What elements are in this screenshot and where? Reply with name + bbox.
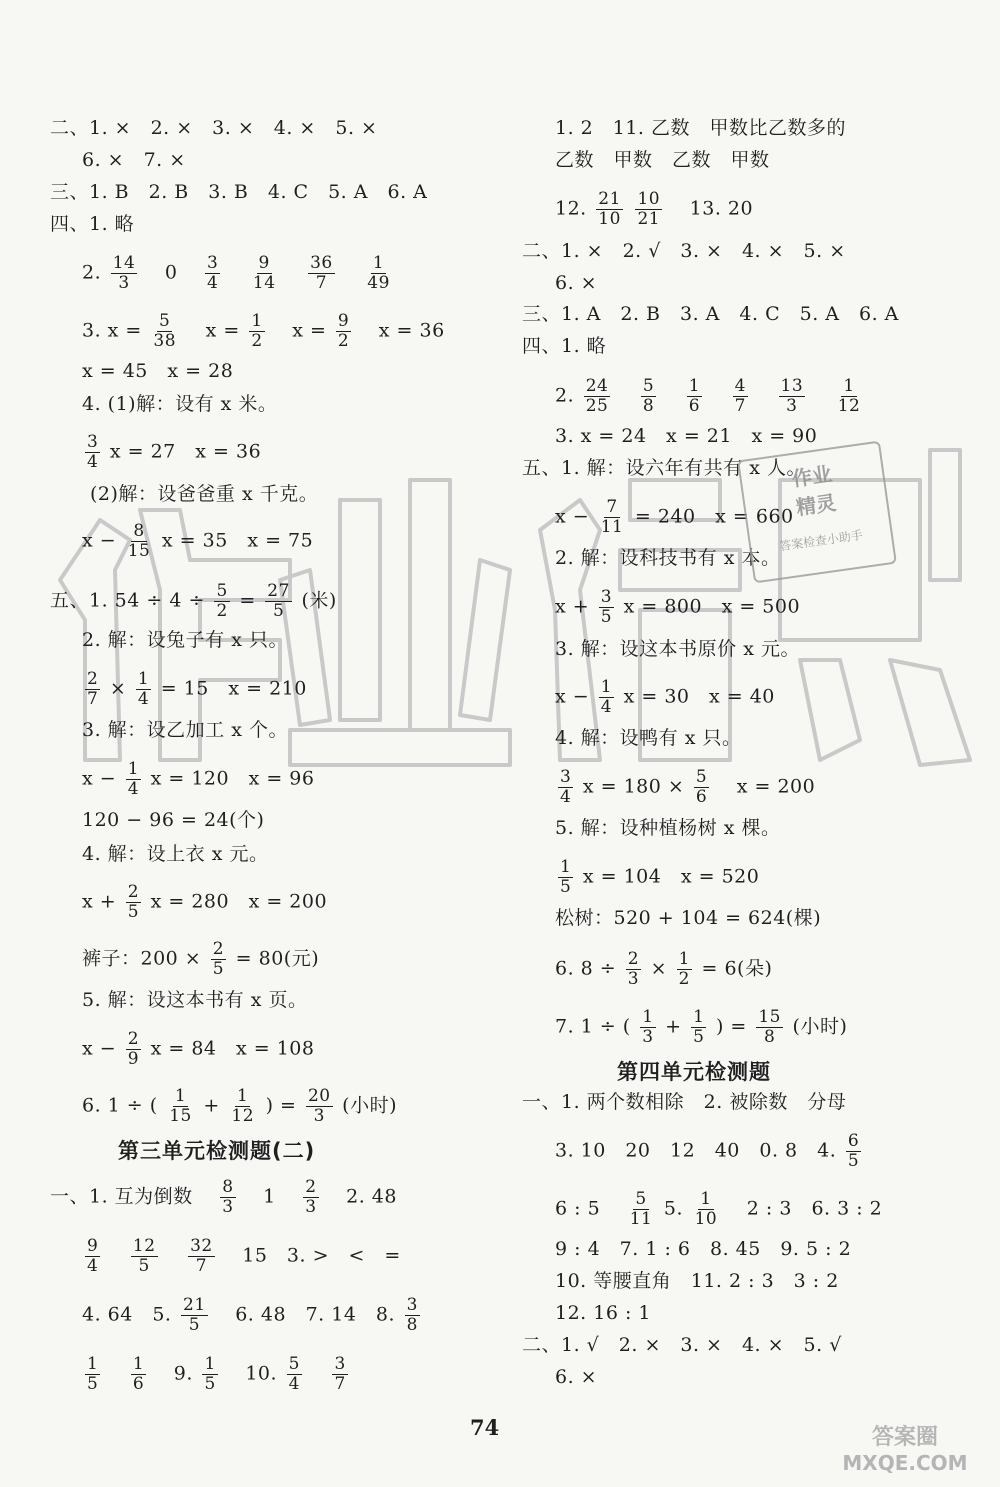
fraction: $\frac{1}{2}$: [251, 311, 263, 351]
fraction: $\frac{5}{8}$: [642, 376, 655, 416]
answer-line: 1. 2 11. 乙数 甲数比乙数多的: [555, 117, 847, 139]
fraction: $\frac{8}{3}$: [222, 1177, 234, 1217]
answer-line: 2. 解：设兔子有 x 只。: [82, 629, 288, 651]
answer-line: 7. 1 ÷ ( $\frac{1}{3}$ + $\frac{1}{5}$ ) = $\frac{15}{8}$ (小时): [555, 1007, 848, 1047]
answer-line: 6. ×: [555, 1366, 598, 1388]
fraction: $\frac{13}{3}$: [780, 376, 804, 416]
fraction: $\frac{15}{8}$: [758, 1007, 781, 1047]
fraction: $\frac{2}{5}$: [127, 882, 140, 922]
answer-line: $\frac{3}{4}$ x = 27 x = 36: [87, 432, 262, 472]
fraction: $\frac{9}{14}$: [252, 253, 276, 293]
answer-line: 松树：520 + 104 = 624(棵): [555, 907, 822, 929]
fraction: $\frac{1}{5}$: [693, 1007, 705, 1047]
answer-line: 二、1. × 2. × 3. × 4. × 5. ×: [50, 117, 378, 139]
fraction: $\frac{9}{2}$: [337, 311, 350, 351]
fraction: $\frac{2}{3}$: [305, 1177, 317, 1217]
fraction: $\frac{12}{5}$: [132, 1236, 156, 1276]
fraction: $\frac{4}{7}$: [734, 376, 746, 416]
fraction: $\frac{1}{10}$: [694, 1189, 718, 1229]
fraction: $\frac{1}{12}$: [837, 376, 861, 416]
fraction: $\frac{1}{4}$: [137, 669, 150, 709]
fraction: $\frac{21}{10}$: [598, 189, 621, 229]
section-heading: 第四单元检测题: [617, 1060, 771, 1084]
answer-line: 5. 解：设这本书有 x 页。: [82, 989, 308, 1011]
answer-line: 三、1. A 2. B 3. A 4. C 5. A 6. A: [522, 303, 899, 325]
answer-line: $\frac{1}{5}$ x = 104 x = 520: [560, 857, 760, 897]
fraction: $\frac{1}{6}$: [132, 1354, 145, 1394]
answer-line: 一、1. 互为倒数 $\frac{8}{3}$ 1 $\frac{2}{3}$ 2. 48: [50, 1177, 397, 1217]
answer-line: $\frac{1}{5}$ $\frac{1}{6}$ 9. $\frac{1}{5}$ 10. $\frac{5}{4}$ $\frac{3}{7}$: [87, 1354, 346, 1394]
fraction: $\frac{1}{15}$: [169, 1086, 192, 1126]
answer-line: 4. (1)解：设有 x 米。: [82, 393, 278, 415]
answer-line: 3. 解：设乙加工 x 个。: [82, 719, 288, 741]
answer-line: 四、1. 略: [522, 335, 607, 357]
answer-line: 6. × 7. ×: [82, 149, 186, 171]
fraction: $\frac{36}{7}$: [310, 253, 333, 293]
fraction: $\frac{2}{7}$: [87, 669, 99, 709]
answer-line: 9 : 4 7. 1 : 6 8. 45 9. 5 : 2: [555, 1238, 852, 1260]
fraction: $\frac{7}{11}$: [600, 497, 624, 537]
answer-line: 4. 解：设上衣 x 元。: [82, 843, 269, 865]
fraction: $\frac{1}{2}$: [678, 949, 690, 989]
item-number: 2.: [82, 261, 102, 284]
fraction: $\frac{1}{5}$: [87, 1354, 99, 1394]
answer-line: 3. x = 24 x = 21 x = 90: [555, 425, 818, 447]
answer-line: 5. 解：设种植杨树 x 棵。: [555, 817, 781, 839]
fraction: $\frac{10}{21}$: [637, 189, 661, 229]
answer-line: 二、1. √ 2. × 3. × 4. × 5. √: [522, 1334, 842, 1356]
answer-line: 6. ×: [555, 272, 598, 294]
section-heading: 第三单元检测题(二): [118, 1139, 316, 1163]
fraction: $\frac{20}{3}$: [307, 1086, 331, 1126]
fraction: $\frac{3}{8}$: [406, 1295, 418, 1335]
answer-line: 3. x = $\frac{5}{38}$ x = $\frac{1}{2}$ x = $\frac{9}{2}$ x = 36: [82, 311, 445, 351]
answer-line: x − $\frac{1}{4}$ x = 30 x = 40: [555, 677, 775, 717]
fraction: $\frac{1}{4}$: [127, 759, 140, 799]
answer-line: 3. 解：设这本书原价 x 元。: [555, 638, 800, 660]
answer-line: [82, 254, 395, 293]
fraction: $\frac{1}{3}$: [642, 1007, 654, 1047]
fraction: $\frac{2}{5}$: [212, 939, 225, 979]
fraction: $\frac{5}{38}$: [153, 311, 177, 351]
answer-line: 3. 10 20 12 40 0. 8 4. $\frac{6}{5}$: [555, 1131, 860, 1171]
answer-line: 五、1. 解：设六年有共有 x 人。: [522, 457, 806, 479]
answer-line: x + $\frac{3}{5}$ x = 800 x = 500: [555, 587, 801, 627]
answer-line: 12. $\frac{21}{10}$ $\frac{10}{21}$ 13. 20: [555, 189, 754, 229]
answer-line: 10. 等腰直角 11. 2 : 3 3 : 2: [555, 1270, 839, 1292]
fraction: $\frac{3}{4}$: [207, 253, 219, 293]
fraction: $\frac{2}{3}$: [627, 949, 640, 989]
fraction: $\frac{1}{6}$: [688, 376, 701, 416]
fraction: $\frac{1}{12}$: [231, 1086, 255, 1126]
watermark-stamp: 作业 精灵 答案检查小助手: [737, 441, 897, 584]
fraction: $\frac{1}{49}$: [367, 253, 390, 293]
fraction: $\frac{24}{25}$: [585, 376, 609, 416]
answer-line: 2. $\frac{24}{25}$ $\frac{5}{8}$ $\frac{1}{6}$ $\frac{4}{7}$ $\frac{13}{3}$ $\frac{1}{12}$: [555, 376, 861, 416]
answer-line: x + $\frac{2}{5}$ x = 280 x = 200: [82, 882, 328, 922]
answer-line: 6 : 5 $\frac{5}{11}$ 5. $\frac{1}{10}$ 2 : 3 6. 3 : 2: [555, 1189, 883, 1229]
answer-line: x − $\frac{2}{9}$ x = 84 x = 108: [82, 1029, 315, 1069]
page-number: 74: [470, 1415, 500, 1440]
answer-line: 6. 1 ÷ ( $\frac{1}{15}$ + $\frac{1}{12}$ ) = $\frac{20}{3}$ (小时): [82, 1086, 397, 1126]
site-logo: 答案圈 MXQE.COM: [842, 1425, 968, 1475]
fraction: $\frac{32}{7}$: [190, 1236, 213, 1276]
fraction: $\frac{3}{7}$: [334, 1354, 346, 1394]
answer-line: x = 45 x = 28: [82, 360, 234, 382]
answer-line: 四、1. 略: [50, 213, 135, 235]
answer-line: 4. 解：设鸭有 x 只。: [555, 727, 742, 749]
answer-line: 12. 16 : 1: [555, 1302, 652, 1324]
fraction: $\frac{5}{2}$: [216, 581, 228, 621]
fraction: $\frac{21}{5}$: [183, 1295, 206, 1335]
answer-line: 乙数 甲数 乙数 甲数: [555, 149, 770, 171]
fraction: $\frac{3}{4}$: [560, 767, 572, 807]
fraction: $\frac{5}{11}$: [629, 1189, 653, 1229]
answer-line: 五、1. 54 ÷ 4 ÷ $\frac{5}{2}$ = $\frac{27}{5}$ (米): [50, 581, 337, 621]
fraction: $\frac{9}{4}$: [87, 1236, 99, 1276]
fraction: $\frac{1}{5}$: [560, 857, 572, 897]
answer-line: $\frac{2}{7}$ × $\frac{1}{4}$ = 15 x = 210: [87, 669, 307, 709]
fraction: $\frac{3}{5}$: [600, 587, 613, 627]
answer-line: 一、1. 两个数相除 2. 被除数 分母: [522, 1091, 847, 1113]
answer-line: (2)解：设爸爸重 x 千克。: [90, 483, 319, 505]
fraction: $\frac{1}{4}$: [600, 677, 613, 717]
answer-line: x − $\frac{7}{11}$ = 240 x = 660: [555, 497, 794, 537]
fraction: $\frac{5}{6}$: [695, 767, 708, 807]
answer-line: 4. 64 5. $\frac{21}{5}$ 6. 48 7. 14 8. $\frac{3}{8}$: [82, 1295, 418, 1335]
answer-line: $\frac{3}{4}$ x = 180 × $\frac{5}{6}$ x = 200: [560, 767, 816, 807]
fraction: $\frac{3}{4}$: [87, 432, 99, 472]
fraction: $\frac{5}{4}$: [288, 1354, 300, 1394]
answer-line: 2. 解：设科技书有 x 本。: [555, 547, 781, 569]
fraction: $\frac{6}{5}$: [847, 1131, 860, 1171]
value: 0: [164, 261, 178, 284]
answer-line: 三、1. B 2. B 3. B 4. C 5. A 6. A: [50, 181, 428, 203]
answer-line: 二、1. × 2. √ 3. × 4. × 5. ×: [522, 240, 846, 262]
fraction: $\frac{8}{15}$: [127, 521, 151, 561]
answer-line: x − $\frac{8}{15}$ x = 35 x = 75: [82, 521, 314, 561]
answer-line: 6. 8 ÷ $\frac{2}{3}$ × $\frac{1}{2}$ = 6(朵): [555, 949, 773, 989]
fraction: $\frac{27}{5}$: [267, 581, 290, 621]
answer-line: 120 − 96 = 24(个): [82, 809, 265, 831]
answer-line: 裤子：200 × $\frac{2}{5}$ = 80(元): [82, 939, 320, 979]
answer-line: x − $\frac{1}{4}$ x = 120 x = 96: [82, 759, 315, 799]
fraction: $\frac{1}{5}$: [204, 1354, 216, 1394]
fraction: $\frac{2}{9}$: [127, 1029, 140, 1069]
answer-line: $\frac{9}{4}$ $\frac{12}{5}$ $\frac{32}{7}$ 15 3. > < =: [87, 1236, 401, 1276]
fraction: $\frac{14}{3}$: [112, 253, 136, 293]
